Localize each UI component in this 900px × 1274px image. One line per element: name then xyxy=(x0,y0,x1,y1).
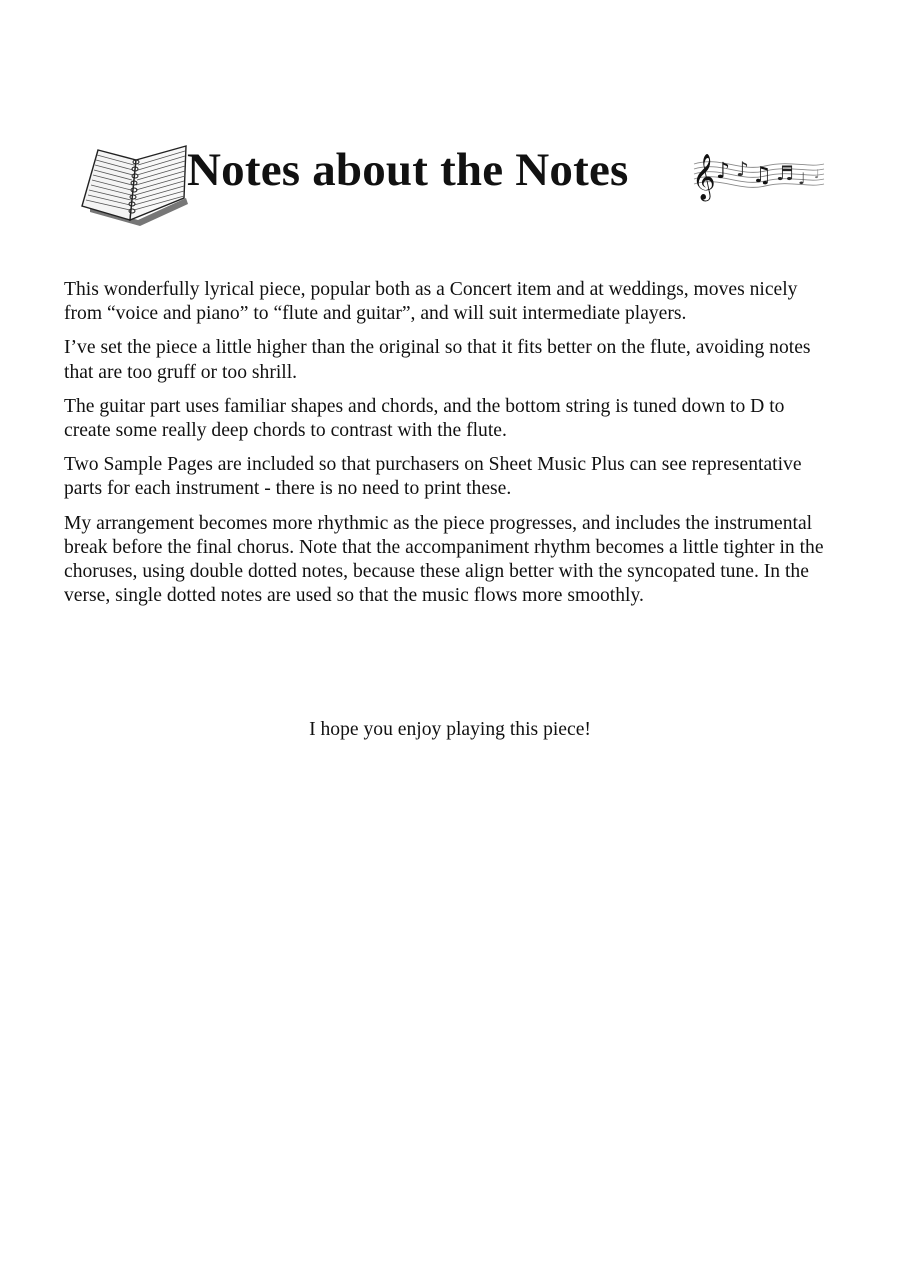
svg-text:♬: ♬ xyxy=(776,161,794,185)
page-header xyxy=(0,128,900,228)
svg-text:♩: ♩ xyxy=(814,167,820,181)
notebook-icon xyxy=(76,138,194,230)
music-notes-icon xyxy=(690,142,828,202)
body-text xyxy=(64,278,834,618)
paragraph-samples: Two Sample Pages are included so that purchasers on Sheet Music Plus can see representative parts for each instrument - there is no need to print these. xyxy=(64,454,802,500)
closing-line: I hope you enjoy playing this piece! xyxy=(309,719,591,740)
paragraph-arrangement: My arrangement becomes more rhythmic as the piece progresses, and includes the instrumental break before the final chorus. Note that the accompaniment rhythm becomes a little tighter in the choruses, using double dotted notes, because these align better with the syncopated tune. In the verse, single dotted notes are used so that the music flows more smoothly. xyxy=(64,512,824,607)
svg-text:♪: ♪ xyxy=(716,159,731,184)
paragraph-guitar: The guitar part uses familiar shapes and chords, and the bottom string is tuned down to D to create some really deep chords to contrast with the flute. xyxy=(64,395,785,442)
svg-text:♪: ♪ xyxy=(736,157,749,181)
paragraph-intro: This wonderfully lyrical piece, popular both as a Concert item and at weddings, moves nicely from “voice and piano” to “flute and guitar”, and will suit intermediate players. xyxy=(64,279,798,325)
page-title: Notes about the Notes xyxy=(187,144,629,196)
svg-text:♫: ♫ xyxy=(752,163,772,188)
svg-text:𝄞: 𝄞 xyxy=(692,154,716,200)
paragraph-key: I’ve set the piece a little higher than the original so that it fits better on the flute, avoiding notes that are too gruff or too shrill. xyxy=(64,337,811,383)
svg-text:♩: ♩ xyxy=(798,169,806,188)
